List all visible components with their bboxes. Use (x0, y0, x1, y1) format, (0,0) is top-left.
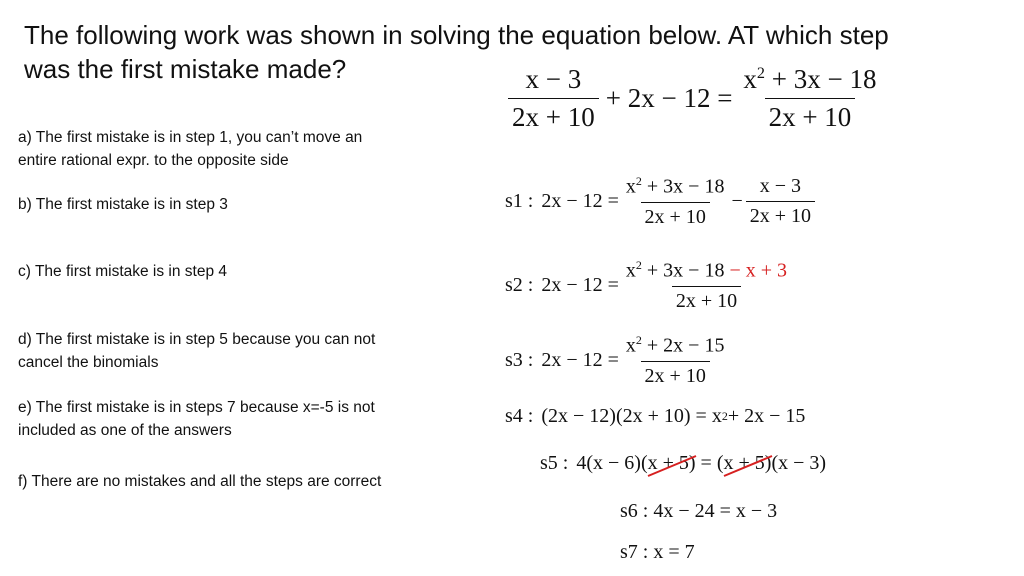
option-f[interactable]: f) There are no mistakes and all the steps are correct (18, 473, 382, 490)
step-7: s7 : x = 7 (620, 541, 695, 563)
eq-left-fraction: $\frac{x - 3}{2x + 10}$ (508, 64, 599, 133)
step-2: s2 : 2x − 12 = $\frac{x^2 + 3x - 18 - x + 3}{2x + 10}$ (505, 258, 788, 312)
step-5: s5 : 4(x − 6)( x + 5 ) = ( x + 5 )(x − 3) (540, 452, 826, 475)
option-a[interactable]: a) The first mistake is in step 1, you can’t move an entire rational expr. to the opposite side (18, 129, 363, 169)
option-c[interactable]: c) The first mistake is in step 4 (18, 263, 228, 280)
option-b[interactable]: b) The first mistake is in step 3 (18, 196, 228, 213)
cancel-strike-icon (722, 454, 774, 478)
cancel-strike-icon (646, 454, 698, 478)
step-6: s6 : 4x − 24 = x − 3 (620, 500, 778, 522)
step-1: s1 : 2x − 12 = $\frac{x^2 + 3x - 18}{2x + 10}$ − $\frac{x - 3}{2x + 10}$ (505, 174, 818, 229)
main-equation (505, 64, 883, 133)
step-2-red-terms: − x + 3 (724, 259, 788, 282)
option-e[interactable]: e) The first mistake is in steps 7 because x=-5 is not included as one of the answers (18, 399, 375, 439)
option-d[interactable]: d) The first mistake is in step 5 because you can not cancel the binomials (18, 331, 376, 371)
step-4: s4 : (2x − 12)(2x + 10) = x 2 + 2x − 15 (505, 405, 806, 427)
cancelled-binomial-right: x + 5 (724, 452, 765, 475)
cancelled-binomial-left: x + 5 (648, 452, 689, 475)
step-3: s3 : 2x − 12 = $\frac{x^2 + 2x - 15}{2x + 10}$ (505, 333, 725, 387)
eq-right-fraction: $\frac{x^2 + 3x - 18}{2x + 10}$ (743, 64, 877, 132)
question-title: The following work was shown in solving the equation below. AT which step was the first mistake made? (24, 20, 889, 84)
eq-middle: + 2x − 12 = (605, 83, 733, 113)
